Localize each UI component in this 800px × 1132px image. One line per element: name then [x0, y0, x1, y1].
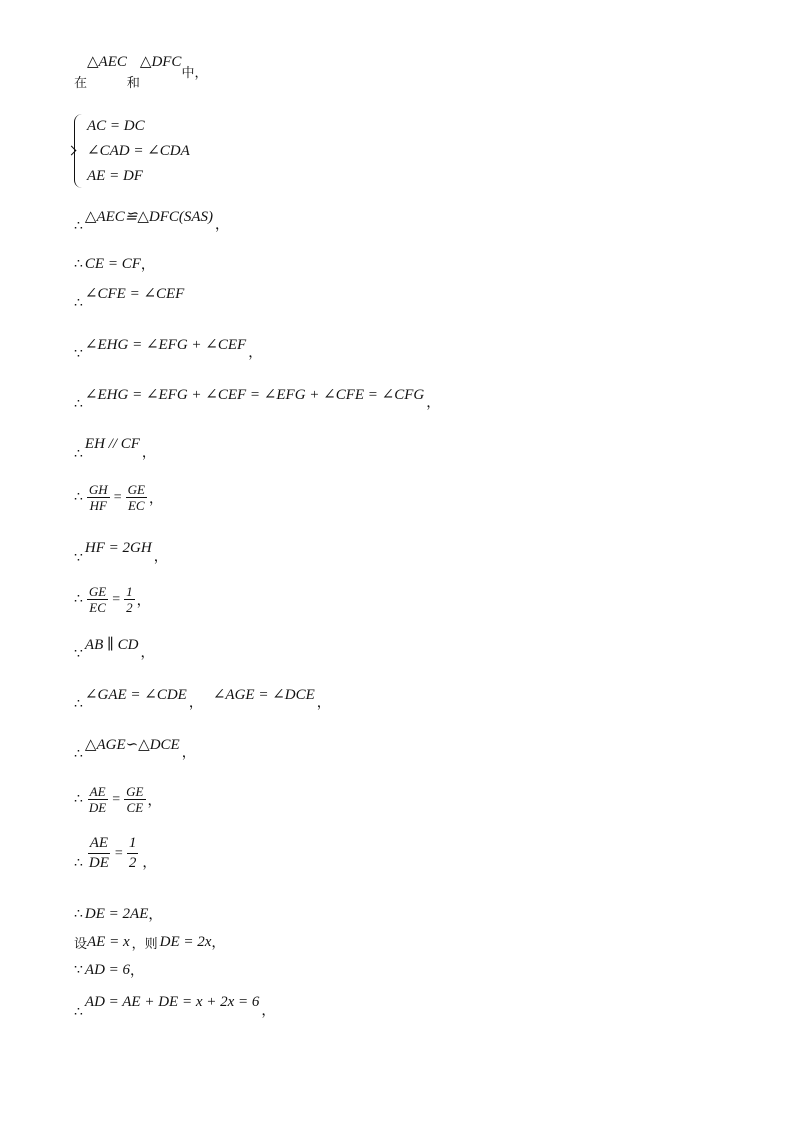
- because-symbol: ∵: [74, 646, 83, 662]
- triangle-dfc: △DFC: [139, 54, 182, 70]
- comma: ，: [136, 593, 151, 609]
- equals-sign: =: [113, 489, 122, 505]
- numerator: AE: [88, 834, 110, 854]
- comma: ，: [141, 446, 156, 461]
- text-then: ，则: [131, 936, 158, 952]
- comma: ，: [153, 550, 168, 565]
- denominator: EC: [127, 498, 145, 513]
- expr: CE = CF: [84, 255, 141, 272]
- denominator: 2: [126, 600, 133, 615]
- expr: EH // CF: [84, 435, 140, 452]
- expr: ∠CFE = ∠CEF: [84, 286, 185, 302]
- denominator: CE: [126, 800, 144, 815]
- numerator: GH: [88, 482, 108, 497]
- triangle-aec: △AEC: [87, 54, 127, 70]
- proof-line-ratio-ge: [74, 584, 151, 615]
- condition-system: [74, 114, 190, 189]
- text-zhong: 中，: [181, 66, 208, 81]
- equals-sign: =: [112, 591, 121, 607]
- therefore-symbol: ∴: [74, 256, 83, 272]
- comma: ，: [148, 908, 163, 923]
- because-symbol: ∵: [74, 550, 83, 566]
- comma: ，: [130, 964, 145, 979]
- expr: △AEC≌△DFC(SAS): [84, 208, 214, 225]
- text-zai: 在: [74, 76, 88, 91]
- denominator: EC: [89, 600, 106, 615]
- fraction: [124, 784, 145, 815]
- proof-line-let: [74, 932, 225, 952]
- proof-line-angle-cfe: [74, 284, 185, 311]
- comma: ，: [248, 346, 263, 361]
- condition-3: AE = DF: [87, 168, 143, 184]
- proof-line-ratio-ae: [74, 784, 162, 815]
- proof-line-congruent: [74, 206, 230, 234]
- numerator: GE: [88, 584, 107, 599]
- expr: AE = x: [87, 933, 130, 950]
- therefore-symbol: ∴: [74, 446, 83, 462]
- proof-line-similar: [74, 734, 196, 762]
- numerator: 1: [126, 584, 133, 599]
- therefore-symbol: ∴: [74, 746, 83, 762]
- condition-1: AC = DC: [87, 118, 145, 134]
- expr: ∠GAE = ∠CDE: [84, 686, 187, 703]
- comma: ，: [142, 855, 157, 871]
- therefore-symbol: ∴: [74, 592, 83, 607]
- denominator: 2: [128, 855, 137, 871]
- expr2: DE = 2x: [159, 933, 212, 950]
- left-brace-icon: [74, 114, 85, 188]
- comma: ，: [316, 696, 331, 711]
- expr: AD = 6: [84, 961, 131, 978]
- fraction: [87, 784, 108, 815]
- proof-line-de: [74, 904, 162, 924]
- numerator: GE: [126, 784, 144, 799]
- comma: ，: [148, 491, 163, 507]
- comma: ，: [140, 646, 155, 661]
- proof-line-parallel: [74, 434, 156, 462]
- proof-line-equation: [74, 992, 276, 1020]
- fraction: [87, 834, 111, 873]
- fraction: [127, 834, 139, 873]
- comma: ，: [261, 1004, 276, 1019]
- numerator: AE: [89, 784, 106, 799]
- denominator: HF: [89, 498, 107, 513]
- fraction: [87, 584, 108, 615]
- proof-line-ad: [74, 960, 144, 980]
- therefore-symbol: ∴: [74, 792, 83, 807]
- expr: ∠EHG = ∠EFG + ∠CEF = ∠EFG + ∠CFE = ∠CFG: [84, 386, 425, 403]
- proof-line-angle-ehg: [74, 334, 263, 362]
- comma: ，: [181, 746, 196, 761]
- expr2: ∠AGE = ∠DCE: [212, 686, 315, 703]
- denominator: DE: [88, 855, 109, 871]
- comma: ，: [215, 218, 230, 233]
- expr: HF = 2GH: [84, 539, 152, 556]
- fraction: [87, 482, 110, 513]
- therefore-symbol: ∴: [74, 1004, 83, 1020]
- comma: ，: [147, 793, 162, 809]
- denominator: DE: [88, 800, 107, 815]
- equals-sign: =: [114, 845, 123, 861]
- comma: ，: [426, 396, 441, 411]
- proof-line-in-triangles: [74, 54, 208, 91]
- proof-line-ce-cf: [74, 254, 155, 274]
- expr: AD = AE + DE = x + 2x = 6: [84, 993, 260, 1010]
- comma: ，: [140, 258, 155, 273]
- therefore-symbol: ∴: [74, 490, 83, 505]
- separator: ，: [188, 696, 203, 711]
- equals-sign: =: [112, 791, 121, 807]
- proof-line-ratio-gh: [74, 482, 163, 513]
- because-symbol: ∵: [74, 346, 83, 362]
- fraction: [126, 482, 147, 513]
- expr: AB ∥ CD: [84, 636, 139, 653]
- therefore-symbol: ∴: [74, 856, 83, 871]
- therefore-symbol: ∴: [74, 296, 83, 311]
- expr: ∠EHG = ∠EFG + ∠CEF: [84, 336, 247, 353]
- comma: ，: [211, 936, 226, 951]
- expr: DE = 2AE: [84, 905, 149, 922]
- proof-line-ab-cd: [74, 634, 155, 662]
- therefore-symbol: ∴: [74, 906, 83, 922]
- proof-line-hf: [74, 538, 168, 566]
- proof-line-ratio-half: [74, 834, 156, 873]
- proof-line-angle-chain: [74, 384, 441, 412]
- therefore-symbol: ∴: [74, 396, 83, 412]
- because-symbol: ∵: [74, 962, 83, 978]
- therefore-symbol: ∴: [74, 218, 83, 234]
- text-he: 和: [126, 76, 140, 91]
- expr: △AGE∽△DCE: [84, 736, 180, 753]
- condition-2: ∠CAD = ∠CDA: [87, 143, 190, 159]
- fraction: [124, 584, 135, 615]
- proof-line-angles: [74, 684, 331, 712]
- text-let: 设: [74, 936, 88, 952]
- numerator: GE: [127, 482, 145, 497]
- numerator: 1: [127, 834, 139, 854]
- therefore-symbol: ∴: [74, 696, 83, 712]
